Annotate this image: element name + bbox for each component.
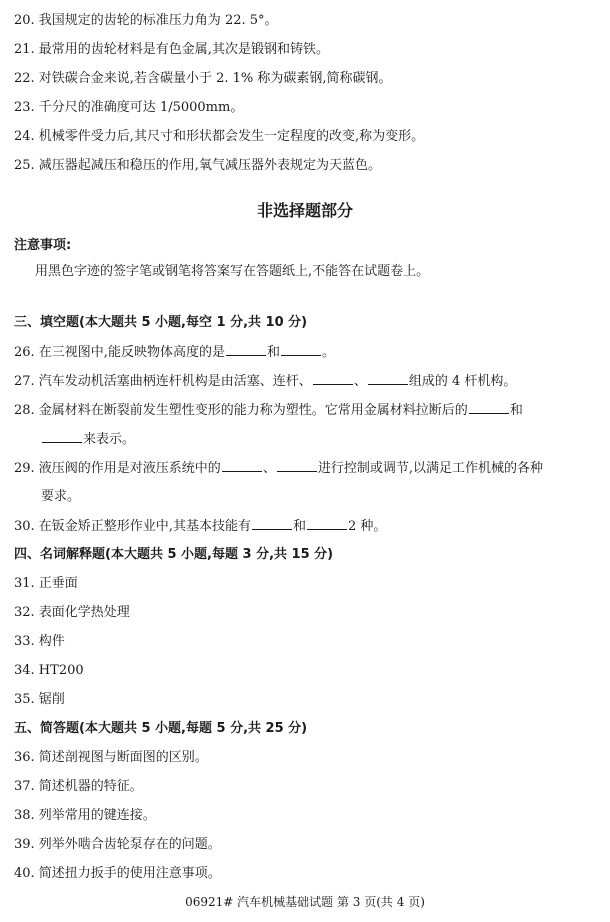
list-item: 39. 列举外啮合齿轮泵存在的问题。 (14, 837, 221, 852)
question-30: 30. 在钣金矫正整形作业中,其基本技能有 和 2 种。 (14, 519, 387, 534)
question-line: 23. 千分尺的准确度可达 1/5000mm。 (14, 100, 244, 115)
list-item: 33. 构件 (14, 634, 65, 649)
answer-blank[interactable] (226, 343, 266, 356)
notice-label: 注意事项: (14, 238, 72, 253)
question-line: 22. 对铁碳合金来说,若含碳量小于 2. 1% 称为碳素钢,简称碳钢。 (14, 71, 392, 86)
list-item: 32. 表面化学热处理 (14, 605, 130, 620)
section-5-heading: 五、简答题(本大题共 5 小题,每题 5 分,共 25 分) (14, 721, 308, 736)
list-item: 37. 简述机器的特征。 (14, 779, 143, 794)
question-29-cont: 要求。 (41, 489, 81, 504)
answer-blank[interactable] (42, 430, 82, 443)
question-line: 21. 最常用的齿轮材料是有色金属,其次是锻钢和铸铁。 (14, 42, 329, 57)
answer-blank[interactable] (307, 517, 347, 530)
question-line: 24. 机械零件受力后,其尺寸和形状都会发生一定程度的改变,称为变形。 (14, 129, 425, 144)
answer-blank[interactable] (277, 459, 317, 472)
page-footer: 06921# 汽车机械基础试题 第 3 页(共 4 页) (185, 895, 425, 909)
list-item: 40. 简述扭力扳手的使用注意事项。 (14, 866, 221, 881)
answer-blank[interactable] (252, 517, 292, 530)
question-28-cont: 来表示。 (41, 430, 135, 448)
question-line: 25. 减压器起减压和稳压的作用,氧气减压器外表规定为天蓝色。 (14, 158, 381, 173)
section-4-heading: 四、名词解释题(本大题共 5 小题,每题 3 分,共 15 分) (14, 547, 334, 562)
list-item: 38. 列举常用的键连接。 (14, 808, 156, 823)
answer-blank[interactable] (313, 372, 353, 385)
list-item: 36. 简述剖视图与断面图的区别。 (14, 750, 208, 765)
question-28: 28. 金属材料在断裂前发生塑性变形的能力称为塑性。它常用金属材料拉断后的 和 (14, 403, 523, 418)
section-title: 非选择题部分 (256, 201, 353, 220)
list-item: 31. 正垂面 (14, 576, 78, 591)
question-27: 27. 汽车发动机活塞曲柄连杆机构是由活塞、连杆、 、 组成的 4 杆机构。 (14, 374, 517, 389)
answer-blank[interactable] (222, 459, 262, 472)
section-3-heading: 三、填空题(本大题共 5 小题,每空 1 分,共 10 分) (14, 315, 308, 330)
list-item: 34. HT200 (14, 663, 84, 678)
list-item: 35. 锯削 (14, 692, 65, 707)
question-line: 20. 我国规定的齿轮的标准压力角为 22. 5°。 (14, 13, 278, 28)
answer-blank[interactable] (368, 372, 408, 385)
notice-text: 用黑色字迹的签字笔或钢笔将答案写在答题纸上,不能答在试题卷上。 (35, 264, 430, 279)
question-29: 29. 液压阀的作用是对液压系统中的 、 进行控制或调节,以满足工作机械的各种 (14, 461, 543, 476)
answer-blank[interactable] (281, 343, 321, 356)
question-26: 26. 在三视图中,能反映物体高度的是 和 。 (14, 345, 335, 360)
answer-blank[interactable] (469, 401, 509, 414)
